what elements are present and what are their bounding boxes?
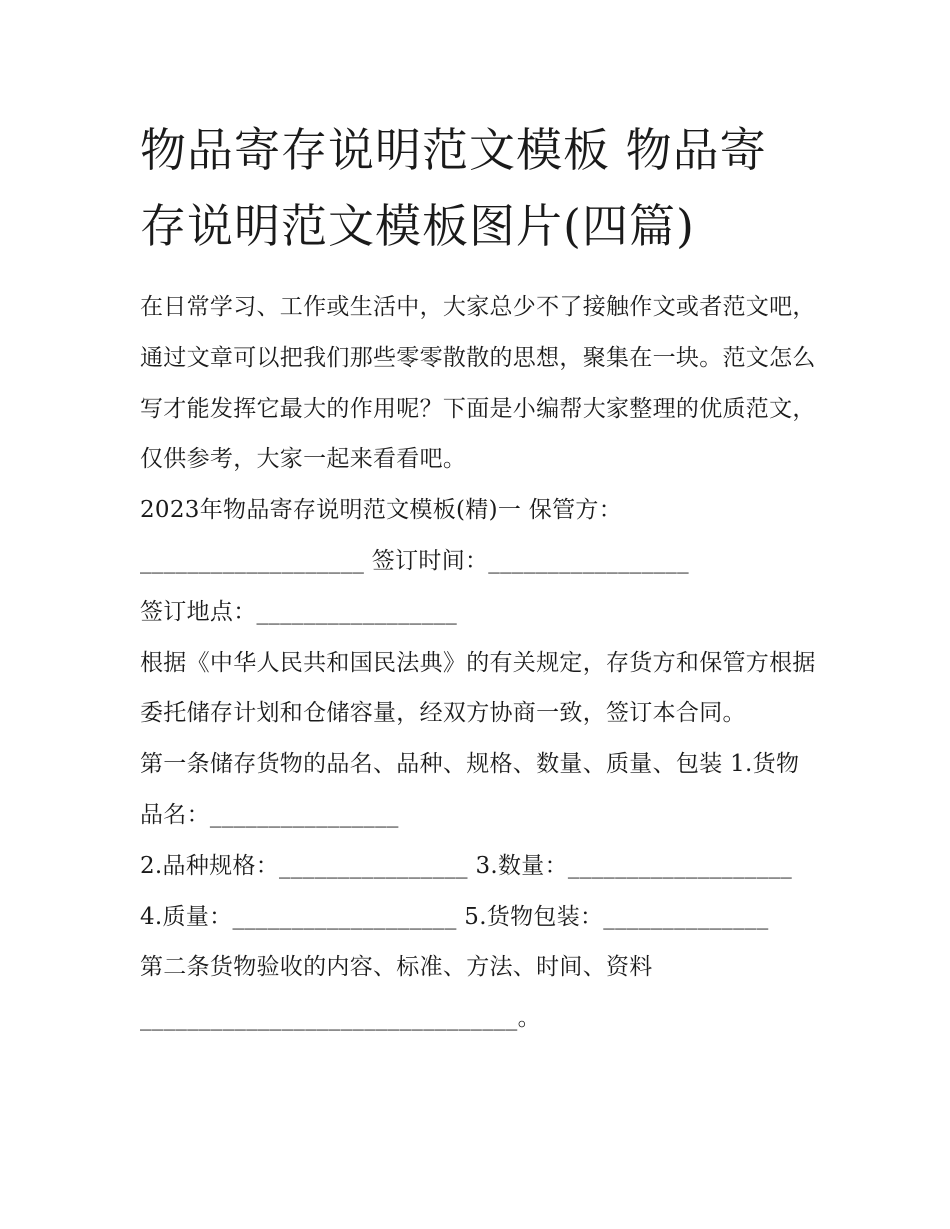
quality-packaging-line: 4.质量：___________________ 5.货物包装：______________ [140, 903, 769, 930]
section-heading: 2023年物品寄存说明范文模板(精)一 保管方： [140, 497, 622, 524]
custodian-signing-time-line: ___________________ 签订时间：_________________ [140, 547, 689, 574]
article-two-blank-line: ________________________________。 [140, 1005, 541, 1032]
article-one-paragraph: 第一条储存货物的品名、品种、规格、数量、质量、包装 1.货物品名：________________ [140, 751, 800, 828]
document-body [140, 282, 820, 1044]
article-two-heading: 第二条货物验收的内容、标准、方法、时间、资料 [140, 954, 653, 981]
document-page [140, 112, 820, 1044]
spec-quantity-line: 2.品种规格：________________ 3.数量：___________________ [140, 852, 793, 879]
document-title: 物品寄存说明范文模板 物品寄 存说明范文模板图片(四篇) [140, 123, 767, 253]
intro-paragraph: 在日常学习、工作或生活中，大家总少不了接触作文或者范文吧，通过文章可以把我们那些零零散散的思想，聚集在一块。范文怎么写才能发挥它最大的作用呢？下面是小编帮大家整理的优质范文，仅供参考，大家一起来看看吧。 [140, 294, 816, 473]
signing-location-line: 签订地点：_________________ [140, 598, 458, 625]
legal-basis-paragraph: 根据《中华人民共和国民法典》的有关规定，存货方和保管方根据委托储存计划和仓储容量，经双方协商一致，签订本合同。 [140, 649, 816, 727]
